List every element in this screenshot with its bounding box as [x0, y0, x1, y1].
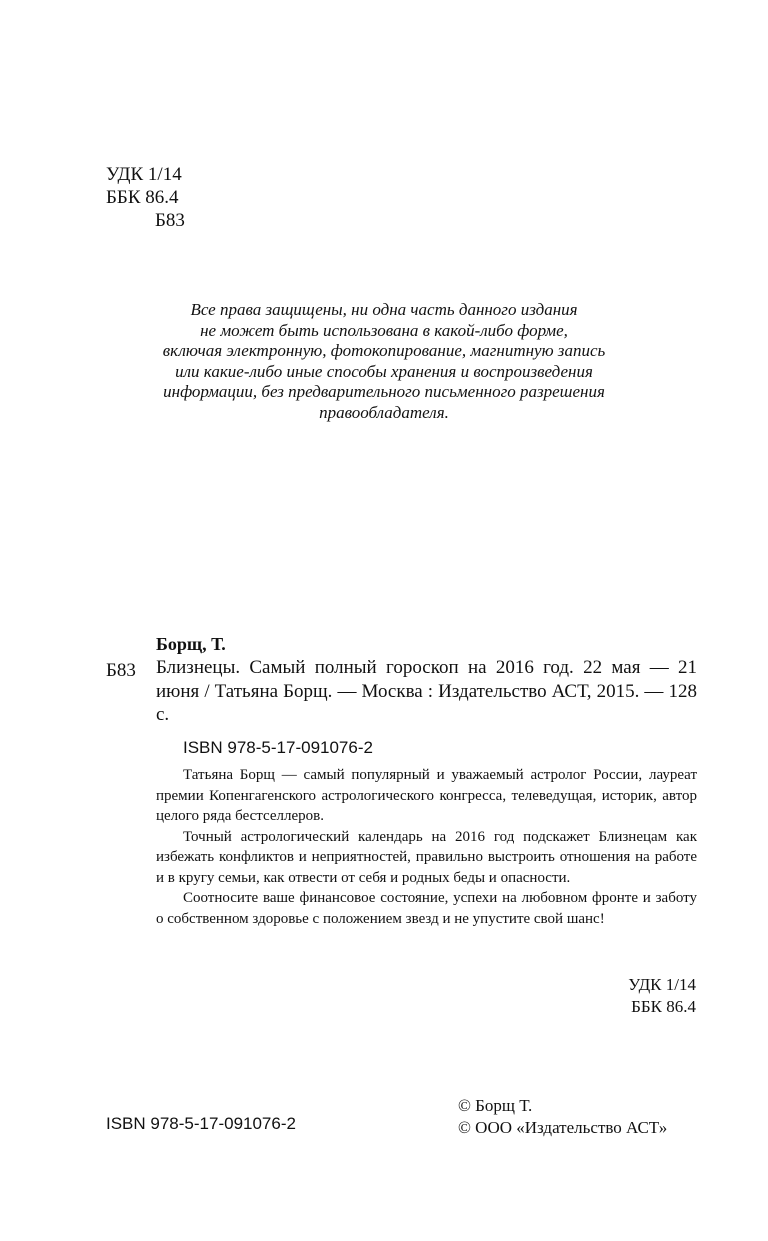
bbk-code: ББК 86.4: [631, 997, 696, 1016]
rights-notice: [100, 300, 668, 423]
annotation: [156, 765, 697, 929]
record-author-sign: Б83: [106, 660, 136, 681]
rights-line: информации, без предварительного письменного разрешения: [163, 382, 605, 401]
rights-line: не может быть использована в какой-либо форме,: [200, 320, 568, 340]
record-isbn: ISBN 978-5-17-091076-2: [183, 738, 373, 757]
rights-line: или какие-либо иные способы хранения и воспроизведения: [175, 361, 593, 381]
annotation-paragraph: Татьяна Борщ — самый популярный и уважаемый астролог России, лауреат премии Копенгагенского астрологического конгресса, телеведущая, историк, автор целого ряда бестселлеров.: [156, 767, 697, 824]
bottom-classification-codes: [628, 974, 696, 1018]
udk-code: УДК 1/14: [628, 975, 696, 994]
rights-line: Все права защищены, ни одна часть данного издания: [190, 300, 578, 319]
copyright-publisher: © ООО «Издательство АСТ»: [458, 1118, 668, 1137]
top-classification-codes: [106, 163, 185, 232]
record-author: Борщ, Т.: [156, 634, 226, 654]
description-text: Близнецы. Самый полный гороскоп на 2016 год. 22 мая — 21 июня / Татьяна Борщ. — Москва : Издательство АСТ, 2015. — 128 с.: [156, 657, 697, 725]
rights-line: включая электронную, фотокопирование, магнитную запись: [162, 341, 606, 360]
annotation-paragraph: Точный астрологический календарь на 2016 год подскажет Близнецам как избежать конфликтов и неприятностей, правильно выстроить отношения на работе и в кругу семьи, как отвести от себя и родных беды и опасности.: [156, 828, 697, 886]
rights-line: правообладателя.: [319, 402, 449, 422]
copyright-block: [458, 1095, 667, 1139]
udk-code: УДК 1/14: [106, 164, 182, 185]
annotation-paragraph: Соотносите ваше финансовое состояние, успехи на любовном фронте и заботу о собственном здоровье с положением звезд и не упустите свой шанс!: [156, 890, 697, 927]
copyright-author: © Борщ Т.: [458, 1096, 533, 1115]
author-sign: Б83: [155, 210, 185, 231]
bibliographic-description: [156, 656, 697, 727]
footer-isbn: ISBN 978-5-17-091076-2: [106, 1114, 296, 1133]
bbk-code: ББК 86.4: [106, 187, 179, 208]
